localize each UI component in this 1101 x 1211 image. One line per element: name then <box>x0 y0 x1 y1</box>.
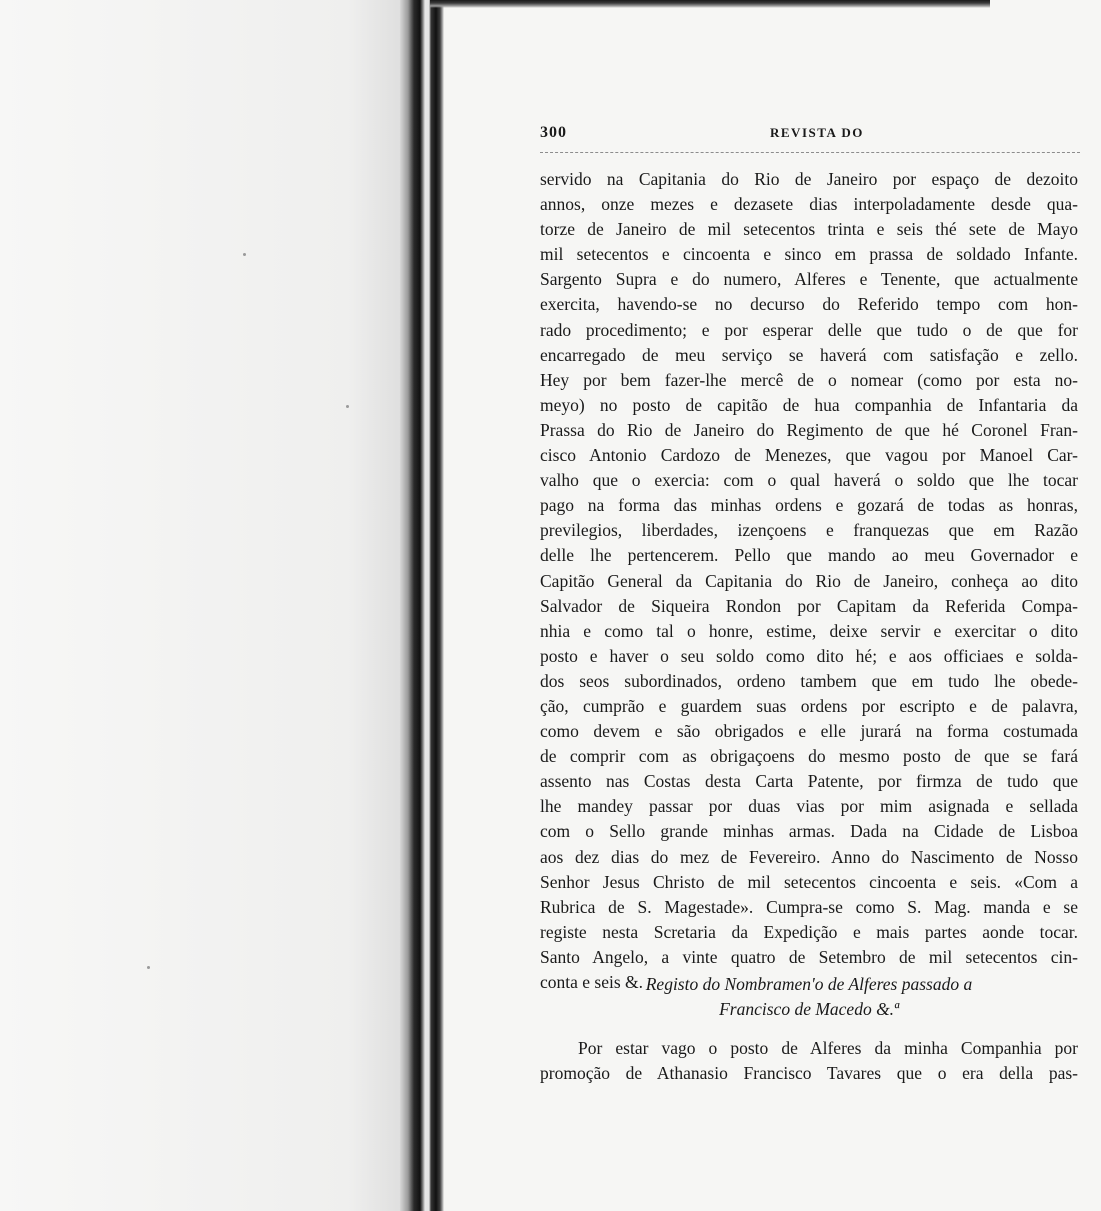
left-page-margin <box>0 0 410 1211</box>
journal-title: REVISTA DO <box>770 125 864 140</box>
text-line: pago na forma das minhas ordens e gozará de todas as honras, <box>540 495 1078 516</box>
running-head <box>540 124 1080 144</box>
section-heading-line: Francisco de Macedo &.ª <box>719 999 899 1019</box>
text-line: cisco Antonio Cardozo de Menezes, que vagou por Manoel Car- <box>540 445 1078 466</box>
text-line: Por estar vago o posto de Alferes da minha Companhia por <box>578 1038 1078 1058</box>
text-line: lhe mandey passar por duas vias por mim asignada e sellada <box>540 796 1078 817</box>
text-line: Salvador de Siqueira Rondon por Capitam da Referida Compa- <box>540 595 1078 616</box>
text-line: com o Sello grande minhas armas. Dada na Cidade de Lisboa <box>540 821 1078 842</box>
text-line: encarregado de meu serviço se haverá com satisfação e zello. <box>540 344 1078 365</box>
text-line: annos, onze mezes e dezasete dias interpoladamente desde qua- <box>540 194 1078 215</box>
paper-speck <box>243 253 246 256</box>
text-line: conta e seis &. <box>540 972 644 992</box>
paper-speck <box>147 966 150 969</box>
text-line: Capitão General da Capitania do Rio de Janeiro, conheça ao dito <box>540 570 1078 591</box>
text-line: Santo Angelo, a vinte quatro de Setembro de mil setecentos cin- <box>540 946 1078 967</box>
continuation-text <box>540 1036 1078 1086</box>
text-line: exercita, havendo-se no decurso do Referido tempo com hon- <box>540 294 1078 315</box>
header-rule <box>540 152 1080 153</box>
text-line: servido na Capitania do Rio de Janeiro por espaço de dezoito <box>540 169 1078 189</box>
text-line: mil setecentos e cincoenta e sinco em prassa de soldado Infante. <box>540 244 1078 265</box>
text-line: delle lhe pertencerem. Pello que mando ao meu Governador e <box>540 545 1078 566</box>
text-line: valho que o exercia: com o qual haverá o soldo que lhe tocar <box>540 470 1078 491</box>
text-line: nhia e como tal o honre, estime, deixe servir e exercitar o dito <box>540 620 1078 641</box>
text-line: torze de Janeiro de mil setecentos trinta e seis thé sete de Mayo <box>540 219 1078 240</box>
text-line: registe nesta Scretaria da Expedição e mais partes aonde tocar. <box>540 921 1078 942</box>
text-line: assento nas Costas desta Carta Patente, por firmza de tudo que <box>540 771 1078 792</box>
text-line: meyo) no posto de capitão de hua companhia de Infantaria da <box>540 394 1078 415</box>
text-line: Senhor Jesus Christo de mil setecentos cincoenta e seis. «Com a <box>540 871 1078 892</box>
text-line: Rubrica de S. Magestade». Cumpra-se como S. Mag. manda e se <box>540 896 1078 917</box>
text-line: Sargento Supra e do numero, Alferes e Tenente, que actualmente <box>540 269 1078 290</box>
text-line: como devem e são obrigados e elle jurará na forma costumada <box>540 721 1078 742</box>
page-top-shadow <box>430 0 990 8</box>
text-line: Hey por bem fazer-lhe mercê de o nomear (como por esta no- <box>540 369 1078 390</box>
text-line: dos seos subordinados, ordeno tambem que em tudo lhe obede- <box>540 670 1078 691</box>
book-binding-gutter <box>400 0 444 1211</box>
text-line: rado procedimento; e por esperar delle que tudo o de que for <box>540 319 1078 340</box>
text-line: promoção de Athanasio Francisco Tavares que o era della pas- <box>540 1063 1078 1084</box>
text-line: previlegios, liberdades, izençoens e franquezas que em Razão <box>540 520 1078 541</box>
text-line: aos dez dias do mez de Fevereiro. Anno do Nascimento de Nosso <box>540 846 1078 867</box>
text-line: Prassa do Rio de Janeiro do Regimento de que hé Coronel Fran- <box>540 419 1078 440</box>
text-line: ção, cumprão e guardem suas ordens por escripto e de palavra, <box>540 695 1078 716</box>
text-line: posto e haver o seu soldo como dito hé; e aos officiaes e solda- <box>540 645 1078 666</box>
body-text <box>540 167 1078 995</box>
section-heading <box>540 972 1078 1022</box>
text-line: de comprir com as obrigaçoens do mesmo posto de que se fará <box>540 746 1078 767</box>
paper-speck <box>346 405 349 408</box>
page-number: 300 <box>540 124 567 141</box>
section-heading-line: Registo do Nombramen'o de Alferes passado a <box>645 974 973 994</box>
